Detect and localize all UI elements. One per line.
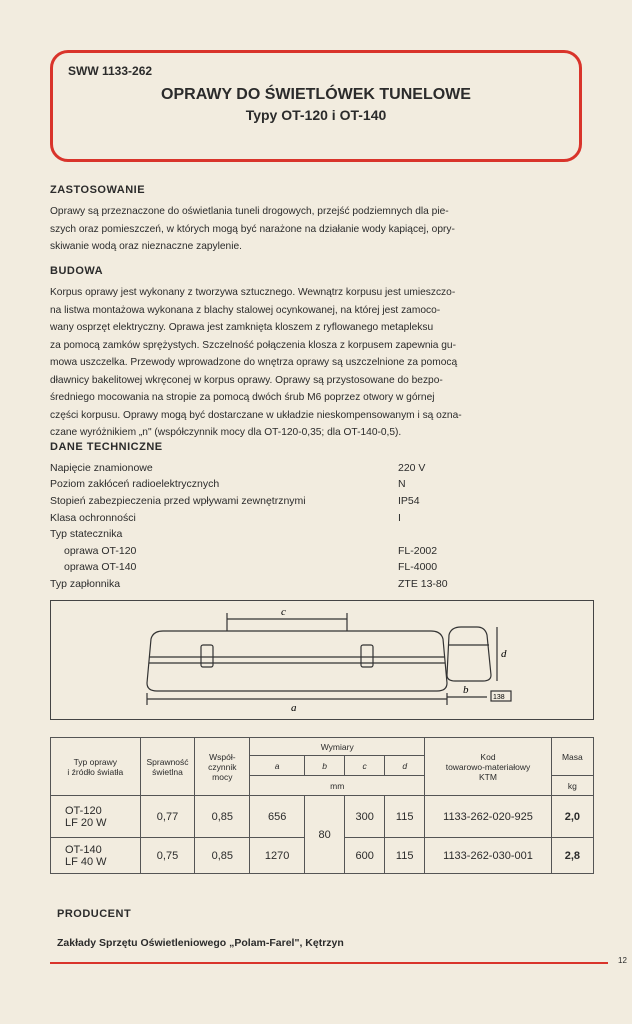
page-number: 12 [618, 956, 627, 965]
luminaire-drawing-svg [51, 601, 592, 718]
header-masa: Masa [551, 738, 593, 776]
header-dim-a: a [250, 756, 305, 776]
text-line: na listwa montażowa wykonana z blachy stalowej ocynkowanej, na której jest zamoco- [50, 304, 441, 316]
luminaire-side-view [447, 627, 491, 681]
spec-value: FL-4000 [398, 561, 438, 573]
spec-label: oprawa OT-120 [64, 545, 137, 557]
text-line: dławnicy bakelitowej wkręconej w korpus oprawy. Oprawy są przystosowane do bezpo- [50, 374, 443, 386]
spec-label: oprawa OT-140 [64, 561, 137, 573]
cell-kod: 1133-262-030-001 [425, 838, 552, 874]
header-wymiary: Wymiary [250, 738, 425, 756]
section-heading-dane: DANE TECHNICZNE [50, 441, 163, 453]
footer-divider [50, 962, 608, 964]
luminaire-body [147, 631, 447, 691]
spec-label: Klasa ochronności [50, 512, 136, 524]
text-line: średniego mocowania na stropie za pomocą dwóch śrub M6 poprzez otwory w górnej [50, 392, 435, 403]
dim-label-c: c [281, 606, 286, 618]
standard-code: SWW 1133-262 [68, 64, 153, 78]
cell-wspolczynnik: 0,85 [195, 838, 250, 874]
text-line: Korpus oprawy jest wykonany z tworzywa sztucznego. Wewnątrz korpusu jest umieszczo- [50, 287, 456, 298]
header-dim-b: b [305, 756, 345, 776]
spec-label: Stopień zabezpieczenia przed wpływami zewnętrznymi [50, 495, 306, 507]
cell-wspolczynnik: 0,85 [195, 796, 250, 838]
latch-right [361, 645, 373, 667]
cell-dim-a: 1270 [250, 838, 305, 874]
luminaire-drawing [50, 600, 594, 720]
cell-sprawnosc: 0,77 [140, 796, 195, 838]
cell-typ: OT-120 LF 20 W [51, 796, 141, 838]
table-row [51, 796, 594, 838]
drawing-tag: 138 [493, 694, 505, 701]
spec-value: FL-2002 [398, 545, 438, 557]
dim-label-d: d [501, 648, 507, 660]
zastosowanie-paragraph [50, 203, 586, 256]
cell-kod: 1133-262-020-925 [425, 796, 552, 838]
cell-dim-c: 300 [345, 796, 385, 838]
cell-dim-a: 656 [250, 796, 305, 838]
spec-table [50, 737, 594, 874]
header-unit-mm: mm [250, 776, 425, 796]
spec-label: Typ statecznika [50, 528, 123, 540]
cell-masa: 2,8 [551, 838, 593, 874]
spec-value: 220 V [398, 462, 426, 474]
text-line: szych oraz pomieszczeń, w których mogą być narażone na działanie wody kapiącej, opry- [50, 223, 455, 235]
header-typ: Typ oprawy i źródło światła [51, 738, 141, 796]
dim-label-b: b [463, 684, 469, 696]
section-heading-producent: PRODUCENT [57, 908, 132, 920]
cell-masa: 2,0 [551, 796, 593, 838]
page-title: OPRAWY DO ŚWIETLÓWEK TUNELOWE [161, 86, 471, 103]
header-dim-c: c [345, 756, 385, 776]
spec-value: N [398, 478, 406, 490]
cell-dim-c: 600 [345, 838, 385, 874]
section-heading-zastosowanie: ZASTOSOWANIE [50, 184, 146, 196]
page-subtitle: Typy OT-120 i OT-140 [245, 107, 387, 123]
text-line: Oprawy są przeznaczone do oświetlania tuneli drogowych, przejść podziemnych dla pie- [50, 206, 449, 217]
text-line: za pomocą zamków sprężystych. Szczelność połączenia klosza z korpusem zapewnia gu- [50, 339, 456, 351]
header-kod: Kod towarowo-materiałowy KTM [425, 738, 552, 796]
spec-value: IP54 [398, 495, 420, 507]
latch-left [201, 645, 213, 667]
header-dim-d: d [385, 756, 425, 776]
cell-dim-d: 115 [385, 796, 425, 838]
cell-sprawnosc: 0,75 [140, 838, 195, 874]
header-unit-kg: kg [551, 776, 593, 796]
text-line: czane wyróżnikiem „n" (współczynnik mocy dla OT-120-0,35; dla OT-140-0,5). [50, 427, 402, 438]
text-line: wany osprzęt elektryczny. Oprawa jest zamknięta kloszem z ryflowanego metapleksu [50, 322, 434, 333]
text-line: skiwanie wodą oraz nieznaczne zapylenie. [50, 241, 242, 252]
cell-typ: OT-140 LF 40 W [51, 838, 141, 874]
spec-label: Typ zapłonnika [50, 578, 121, 590]
spec-value: ZTE 13-80 [398, 578, 448, 590]
spec-value: I [398, 512, 401, 524]
text-line: części korpusu. Oprawy mogą być dostarczane w układzie nieskompensowanym i są ozna- [50, 409, 462, 421]
cell-dim-b: 80 [305, 796, 345, 874]
budowa-paragraph [50, 284, 586, 442]
cell-dim-d: 115 [385, 838, 425, 874]
section-heading-budowa: BUDOWA [50, 265, 104, 277]
text-line: mowa uszczelka. Przewody wprowadzone do wnętrza oprawy są uszczelnione za pomocą [50, 357, 458, 368]
spec-label: Napięcie znamionowe [50, 462, 153, 474]
header-wspolczynnik: Współ- czynnik mocy [195, 738, 250, 796]
dim-label-a: a [291, 702, 297, 714]
header-sprawnosc: Sprawność świetlna [140, 738, 195, 796]
spec-label: Poziom zakłóceń radioelektrycznych [50, 478, 220, 490]
producer-name: Zakłady Sprzętu Oświetleniowego „Polam-Farel", Kętrzyn [57, 937, 344, 949]
